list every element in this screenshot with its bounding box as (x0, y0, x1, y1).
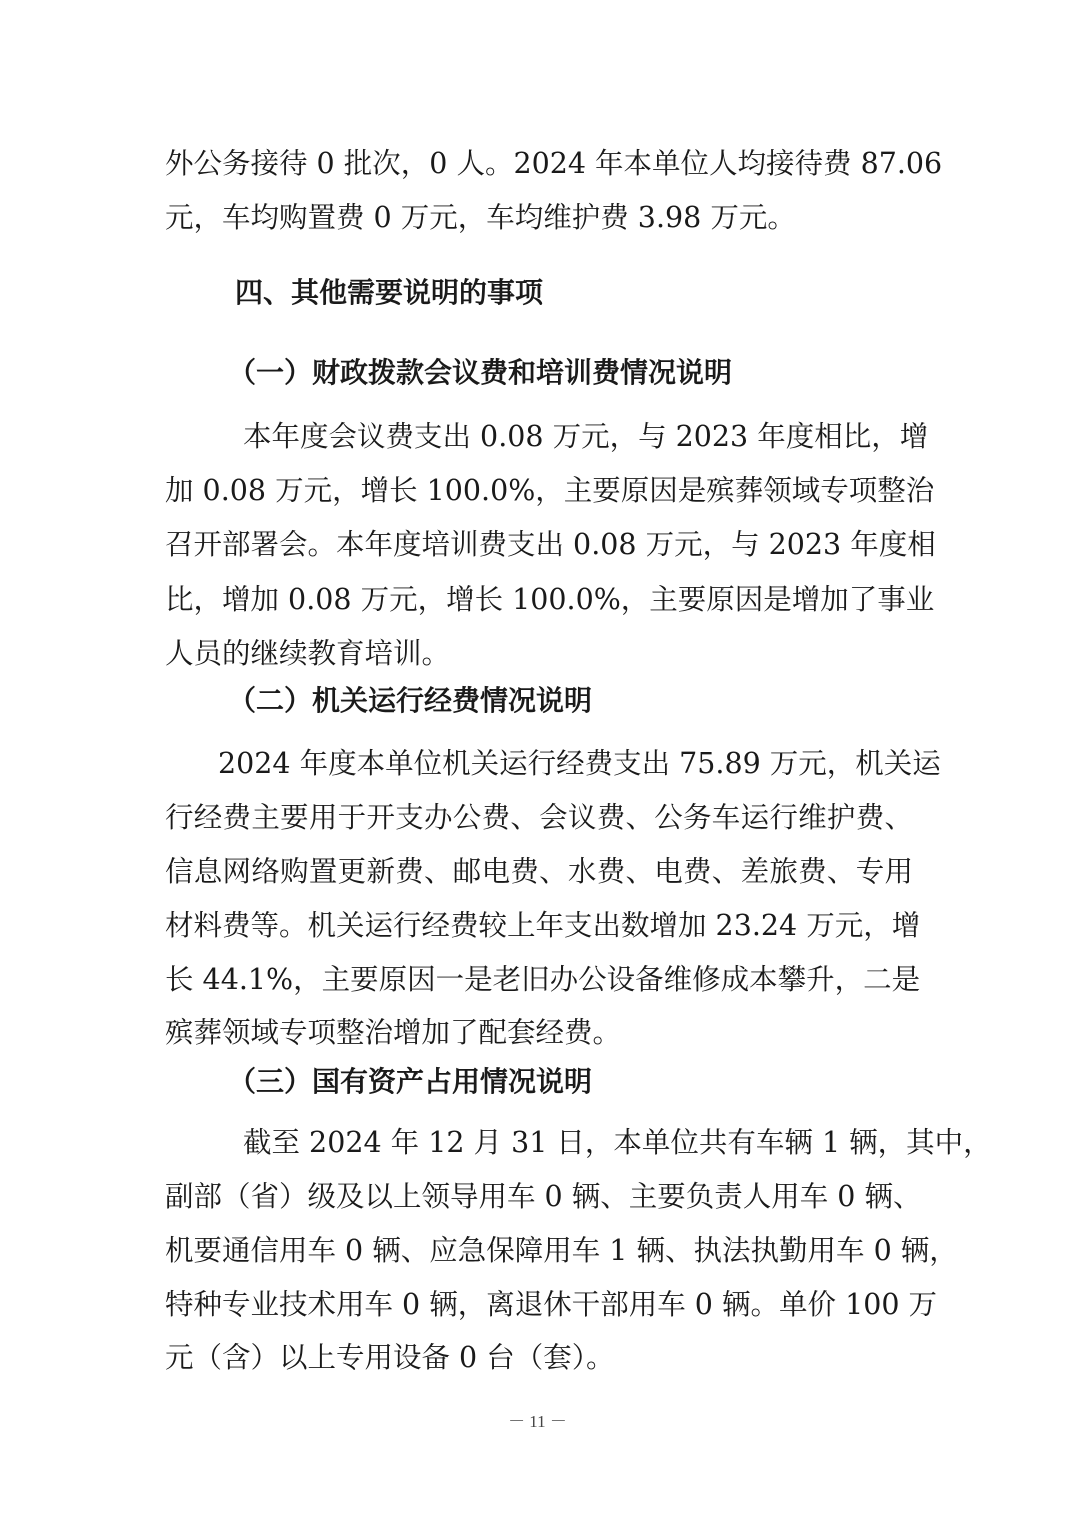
section-4-2-line-1: 2024 年度本单位机关运行经费支出 75.89 万元，机关运 (218, 747, 941, 780)
section-4-2-line-5: 长 44.1%，主要原因一是老旧办公设备维修成本攀升，二是 (165, 963, 921, 996)
section-4-2-line-4: 材料费等。机关运行经费较上年支出数增加 23.24 万元，增 (165, 909, 921, 942)
intro-line-1: 外公务接待 0 批次，0 人。2024 年本单位人均接待费 87.06 (165, 147, 943, 180)
section-4-1-line-5: 人员的继续教育培训。 (165, 637, 451, 670)
section-4-2-line-6: 殡葬领域专项整治增加了配套经费。 (165, 1016, 622, 1049)
intro-line-2: 元，车均购置费 0 万元，车均维护费 3.98 万元。 (165, 201, 796, 234)
section-4-1-line-2: 加 0.08 万元，增长 100.0%，主要原因是殡葬领域专项整治 (165, 474, 935, 507)
page-number: － 11 － (508, 1412, 567, 1431)
section-4-2-heading: （二）机关运行经费情况说明 (228, 684, 593, 717)
section-4-1-line-4: 比，增加 0.08 万元，增长 100.0%，主要原因是增加了事业 (165, 583, 935, 616)
section-4-3-heading: （三）国有资产占用情况说明 (228, 1065, 593, 1098)
section-4-2-line-3: 信息网络购置更新费、邮电费、水费、电费、差旅费、专用 (165, 855, 913, 888)
section-4-1-line-3: 召开部署会。本年度培训费支出 0.08 万元，与 2023 年度相 (165, 528, 936, 561)
section-4-3-line-5: 元（含）以上专用设备 0 台（套）。 (165, 1341, 615, 1374)
section-4-1-heading: （一）财政拨款会议费和培训费情况说明 (228, 356, 733, 389)
section-4-3-line-1: 截至 2024 年 12 月 31 日，本单位共有车辆 1 辆，其中， (243, 1126, 992, 1159)
section-4-3-line-3: 机要通信用车 0 辆、应急保障用车 1 辆、执法执勤用车 0 辆， (165, 1234, 958, 1267)
section-4-1-line-1: 本年度会议费支出 0.08 万元，与 2023 年度相比，增 (243, 420, 929, 453)
section-4-heading: 四、其他需要说明的事项 (235, 276, 544, 309)
section-4-3-line-2: 副部（省）级及以上领导用车 0 辆、主要负责人用车 0 辆、 (165, 1180, 922, 1213)
section-4-3-line-4: 特种专业技术用车 0 辆，离退休干部用车 0 辆。单价 100 万 (165, 1288, 938, 1321)
section-4-2-line-2: 行经费主要用于开支办公费、会议费、公务车运行维护费、 (165, 801, 913, 834)
